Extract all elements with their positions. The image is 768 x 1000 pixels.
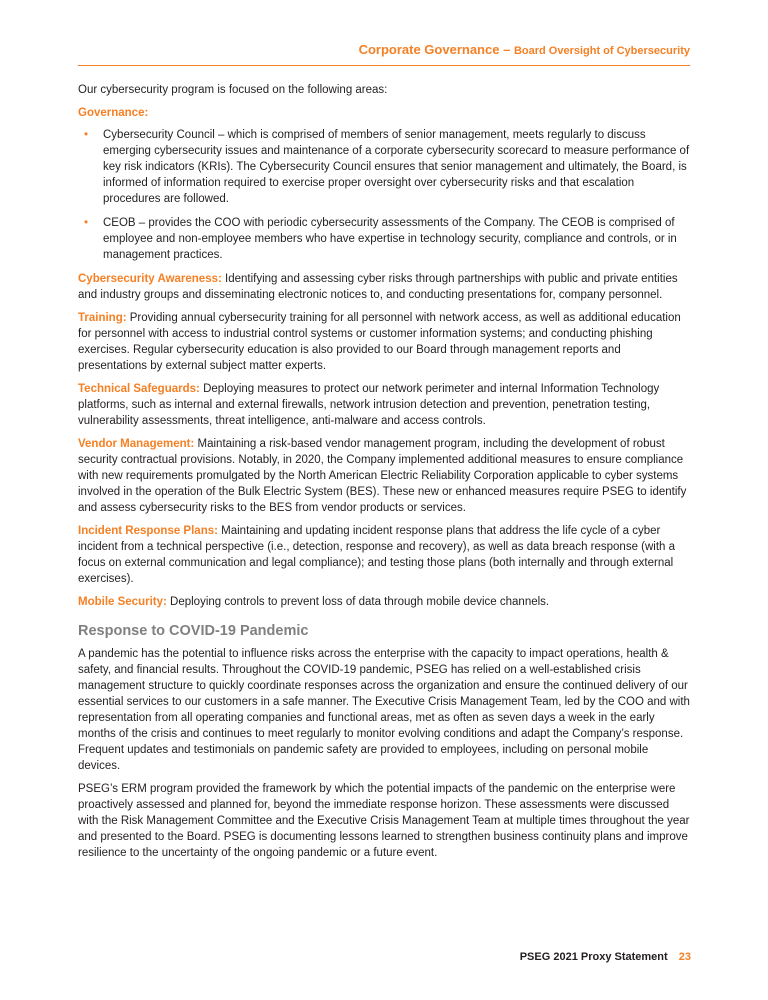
main-content — [78, 82, 690, 868]
covid-paragraph: PSEG’s ERM program provided the framework by which the potential impacts of the pandemic on the enterprise were proactively assessed and planned for, beyond the immediate response horizon. These assessments were discussed with the Risk Management Committee and the Executive Crisis Management Team at multiple times throughout the year and presented to the Board. PSEG is documenting lessons learned to strengthen business continuity plans and improve resilience to the uncertainty of the ongoing pandemic or a future event. — [78, 783, 690, 859]
bullet-icon: • — [84, 217, 89, 229]
area-label: Cybersecurity Awareness: — [78, 273, 222, 285]
footer-doc-title: PSEG 2021 Proxy Statement — [519, 951, 668, 963]
intro-paragraph: Our cybersecurity program is focused on the following areas: — [78, 84, 388, 96]
header-subtitle: Board Oversight of Cybersecurity — [513, 45, 690, 57]
page-number: 23 — [678, 951, 691, 963]
area-label: Vendor Management: — [78, 438, 195, 450]
page-footer — [520, 951, 691, 963]
area-mobile-security — [78, 594, 690, 610]
area-text: Maintaining and updating incident response plans that address the life cycle of a cyber incident from a technical perspective (i.e., detection, response and recovery), as well as data breach response (with a focus on external communication and legal compliance); and testing those plans (both internally and through external exercises). — [78, 525, 676, 585]
governance-bullet-list — [78, 127, 690, 263]
covid-paragraph: A pandemic has the potential to influence risks across the enterprise with the capacity to impact operations, health & safety, and financial results. Throughout the COVID-19 pandemic, PSEG has relied on a well-established crisis management structure to quickly coordinate responses across the organization and ensure the continued delivery of our essential services to our customers in a safe manner. The Executive Crisis Management Team, led by the COO and with representation from all operating companies and functional areas, met as often as seven days a week in the early months of the crisis and continues to meet regularly to monitor evolving conditions and adapt the Company’s response. Frequent updates and testimonials on pandemic safety are provided to employees, including on personal mobile devices. — [78, 648, 690, 772]
running-header — [78, 42, 690, 66]
area-incident-response-plans — [78, 523, 690, 587]
area-training — [78, 310, 690, 374]
area-text: Deploying measures to protect our network perimeter and internal Information Technology platforms, such as internal and external firewalls, network intrusion detection and prevention, penetration testing, vulnerability assessments, threat intelligence, anti-malware and access controls. — [78, 383, 660, 427]
governance-bullet — [78, 127, 690, 207]
governance-heading: Governance: — [78, 107, 149, 119]
header-separator: – — [503, 42, 511, 57]
area-label: Training: — [78, 312, 127, 324]
area-vendor-management — [78, 436, 690, 516]
area-text: Maintaining a risk-based vendor management program, including the development of robust security contractual provisions. Notably, in 2020, the Company implemented additional measures to ensure compliance with new requirements promulgated by the North American Electric Reliability Corporation applicable to cyber systems involved in the operation of the Bulk Electric System (BES). These new or enhanced measures require PSEG to identify and assess cybersecurity risks to the BES from vendor products or services. — [78, 438, 687, 514]
area-label: Incident Response Plans: — [78, 525, 218, 537]
governance-bullet — [78, 215, 690, 263]
bullet-icon: • — [84, 129, 89, 141]
area-label: Technical Safeguards: — [78, 383, 200, 395]
area-label: Mobile Security: — [78, 596, 167, 608]
area-technical-safeguards — [78, 381, 690, 429]
covid-section-heading: Response to COVID-19 Pandemic — [78, 623, 309, 639]
area-text: Providing annual cybersecurity training for all personnel with network access, as well as additional education for personnel with access to industrial control systems or customer information systems; and conducting phishing exercises. Regular cybersecurity education is also provided to our Board through management reports and presentations by external subject matter experts. — [78, 312, 681, 372]
governance-bullet-text: Cybersecurity Council – which is comprised of members of senior management, meets regularly to discuss emerging cybersecurity issues and maintenance of a corporate cybersecurity scorecard to measure performance of key risk indicators (KRIs). The Cybersecurity Council ensures that senior management and ultimately, the Board, is informed of information required to exercise proper oversight over cybersecurity risks and that escalation procedures are followed. — [103, 129, 690, 205]
area-cybersecurity-awareness — [78, 271, 690, 303]
governance-bullet-text: CEOB – provides the COO with periodic cybersecurity assessments of the Company. The CEOB is comprised of employee and non-employee members who have expertise in technology security, compliance and controls, or in management practices. — [103, 217, 677, 261]
header-title: Corporate Governance — [358, 42, 500, 57]
area-text: Deploying controls to prevent loss of data through mobile device channels. — [170, 596, 550, 608]
area-text: Identifying and assessing cyber risks through partnerships with public and private entities and industry groups and disseminating electronic notices to, and conducting presentations for, company personnel. — [78, 273, 678, 301]
